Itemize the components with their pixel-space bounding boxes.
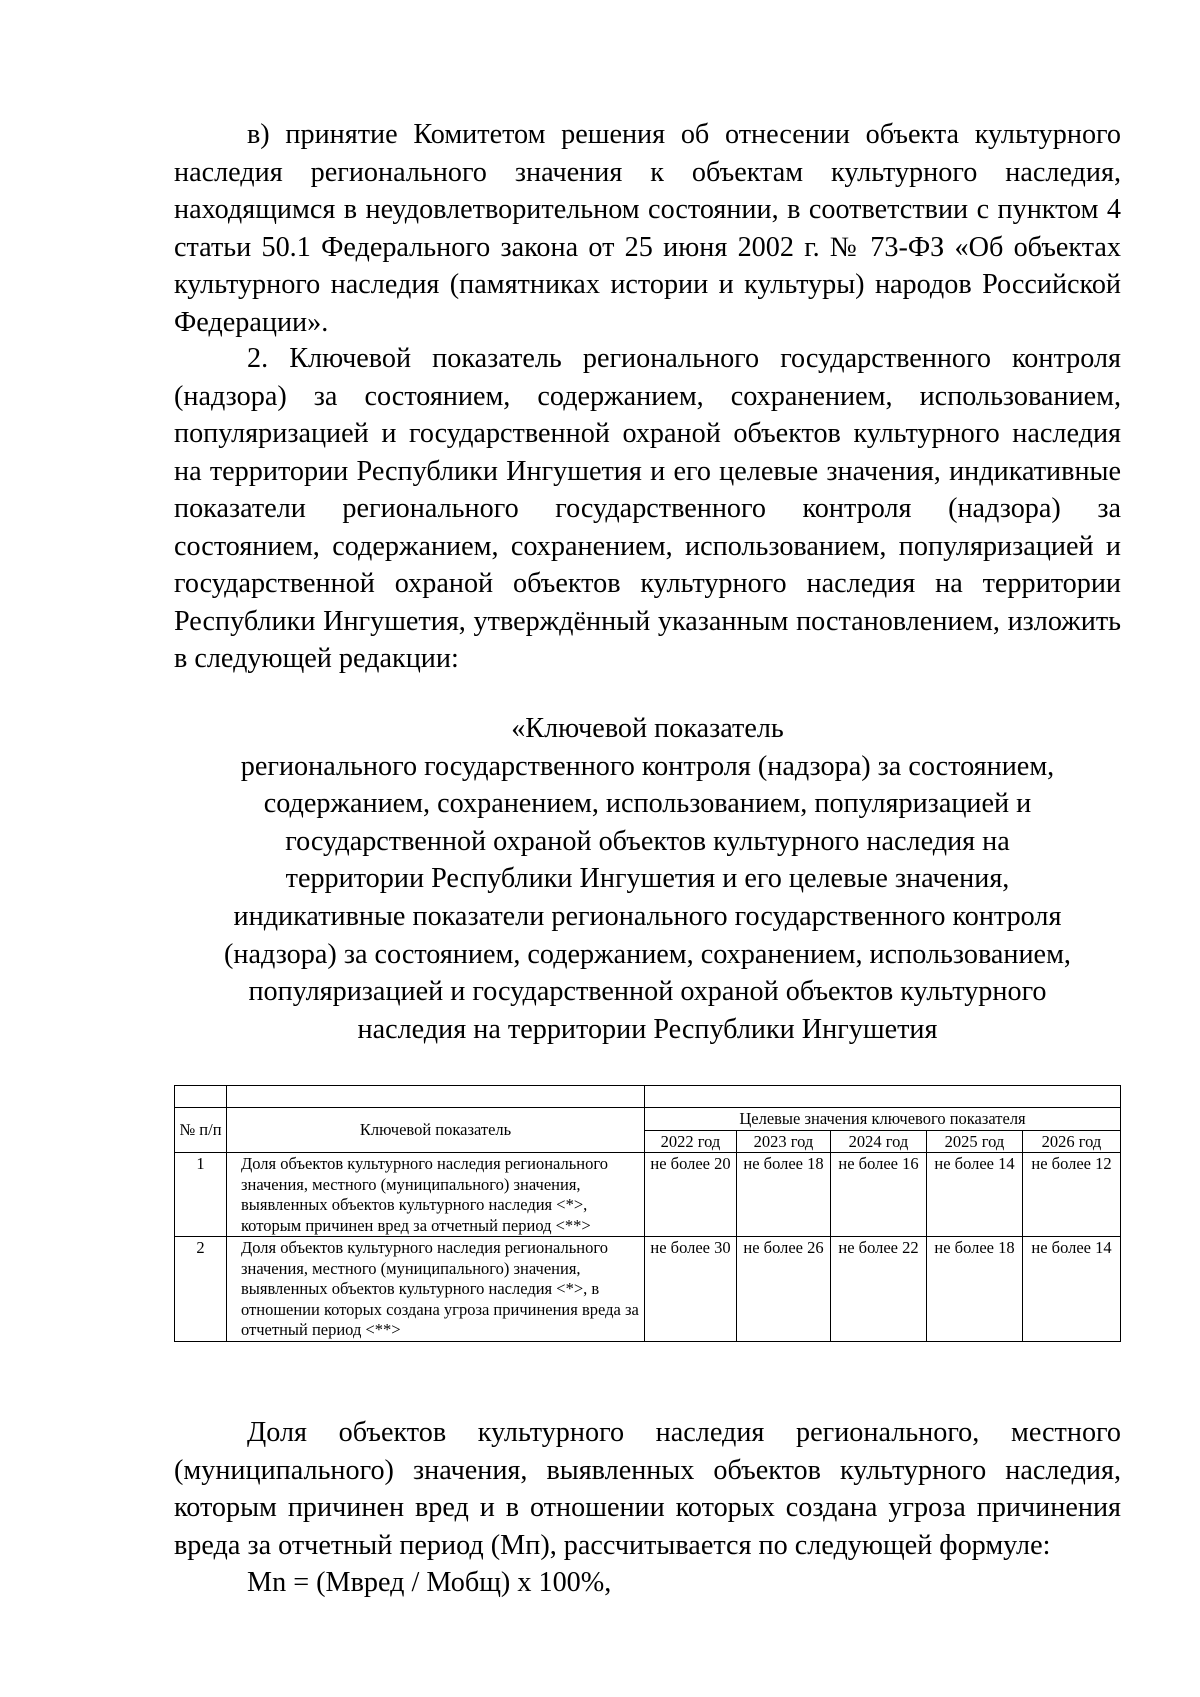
table-row	[175, 1153, 1121, 1237]
title-line: «Ключевой показатель	[511, 713, 784, 744]
year-header: 2022 год	[645, 1130, 737, 1153]
row-value: не более 12	[1023, 1153, 1121, 1237]
targets-header: Целевые значения ключевого показателя	[645, 1108, 1121, 1131]
row-indicator: Доля объектов культурного наследия регионального значения, местного (муниципального) значения, выявленных объектов культурного наследия <*>, которым причинен вред за отчетный период <**>	[227, 1153, 645, 1237]
paragraph-3: Доля объектов культурного наследия регионального, местного (муниципального) значения, выявленных объектов культурного наследия, которым причинен вред и в отношении которых создана угроза причинения вреда за отчетный период (Мп), рассчитывается по следующей формуле:	[174, 1417, 1121, 1561]
row-indicator: Доля объектов культурного наследия регионального значения, местного (муниципального) значения, выявленных объектов культурного наследия <*>, в отношении которых создана угроза причинения вреда за отчетный период <**>	[227, 1237, 645, 1342]
row-value: не более 20	[645, 1153, 737, 1237]
row-value: не более 14	[1023, 1237, 1121, 1342]
formula: Мn = (Мвред / Мобщ) x 100%,	[247, 1567, 612, 1598]
year-header: 2025 год	[927, 1130, 1023, 1153]
table-row	[175, 1237, 1121, 1342]
paragraph-2: 2. Ключевой показатель регионального государственного контроля (надзора) за состоянием, содержанием, сохранением, использованием, популяризацией и государственной охраной объектов культурного наследия на территории Республики Ингушетия и его целевые значения, индикативные показатели регионального государственного контроля (надзора) за состоянием, содержанием, сохранением, использованием, популяризацией и государственной охраной объектов культурного наследия на территории Республики Ингушетия, утверждённый указанным постановлением, изложить в следующей редакции:	[174, 343, 1121, 674]
table-cell	[227, 1086, 645, 1108]
year-header: 2023 год	[737, 1130, 831, 1153]
row-value: не более 30	[645, 1237, 737, 1342]
table-cell	[645, 1086, 1121, 1108]
year-header: 2024 год	[831, 1130, 927, 1153]
table-cell	[175, 1086, 227, 1108]
title-line: популяризацией и государственной охраной объектов культурного	[248, 976, 1047, 1008]
table-spacer-row	[175, 1086, 1121, 1108]
table-header-row	[175, 1108, 1121, 1131]
title-line: (надзора) за состоянием, содержанием, сохранением, использованием,	[224, 938, 1071, 970]
paragraph-v: в) принятие Комитетом решения об отнесении объекта культурного наследия регионального значения к объектам культурного наследия, находящимся в неудовлетворительном состоянии, в соответствии с пунктом 4 статьи 50.1 Федерального закона от 25 июня 2002 г. № 73-ФЗ «Об объектах культурного наследия (памятниках истории и культуры) народов Российской Федерации».	[174, 119, 1121, 338]
indicator-header: Ключевой показатель	[227, 1108, 645, 1153]
number-header: № п/п	[175, 1108, 227, 1153]
title-line: содержанием, сохранением, использованием, популяризацией и	[263, 788, 1032, 820]
title-line: наследия на территории Республики Ингушетия	[357, 1013, 938, 1045]
year-header: 2026 год	[1023, 1130, 1121, 1153]
row-value: не более 18	[927, 1237, 1023, 1342]
row-value: не более 16	[831, 1153, 927, 1237]
title-line: индикативные показатели регионального государственного контроля	[233, 900, 1062, 932]
row-value: не более 26	[737, 1237, 831, 1342]
row-value: не более 14	[927, 1153, 1023, 1237]
row-number: 1	[175, 1153, 227, 1237]
row-number: 2	[175, 1237, 227, 1342]
title-line: территории Республики Ингушетия и его целевые значения,	[285, 863, 1010, 895]
title-line: регионального государственного контроля (надзора) за состоянием,	[240, 750, 1055, 782]
section-title	[174, 710, 1121, 1048]
row-value: не более 22	[831, 1237, 927, 1342]
key-indicator-table	[174, 1085, 1121, 1342]
title-line: государственной охраной объектов культурного наследия на	[285, 825, 1010, 857]
row-value: не более 18	[737, 1153, 831, 1237]
